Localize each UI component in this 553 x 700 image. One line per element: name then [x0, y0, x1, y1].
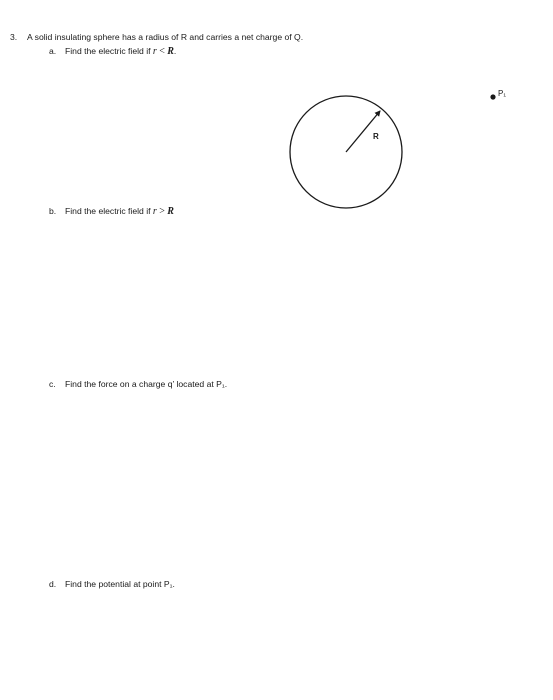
- radius-label: R: [373, 132, 379, 141]
- part-a-text: Find the electric field if: [65, 46, 153, 56]
- part-b-op: >: [159, 206, 165, 217]
- part-a-tail: .: [173, 46, 177, 56]
- part-d-text: Find the potential at point P₁.: [65, 579, 175, 589]
- point-p1-dot: [490, 94, 495, 99]
- part-a-rhs: R: [167, 46, 174, 57]
- part-c-label: c.: [49, 379, 56, 389]
- part-d-label: d.: [49, 579, 57, 589]
- part-a-var: r: [152, 46, 157, 57]
- question-text: A solid insulating sphere has a radius of R and carries a net charge of Q.: [27, 32, 304, 42]
- part-c-text: Find the force on a charge q’ located at P₁.: [65, 379, 228, 389]
- part-b-var: r: [152, 206, 157, 217]
- point-p1-label: P₁: [498, 89, 507, 98]
- part-a-op: <: [159, 46, 165, 57]
- part-b-text: Find the electric field if: [65, 206, 153, 216]
- part-b-label: b.: [49, 206, 57, 216]
- question-number: 3.: [10, 32, 18, 42]
- part-a-label: a.: [49, 46, 57, 56]
- part-b-rhs: R: [167, 206, 174, 217]
